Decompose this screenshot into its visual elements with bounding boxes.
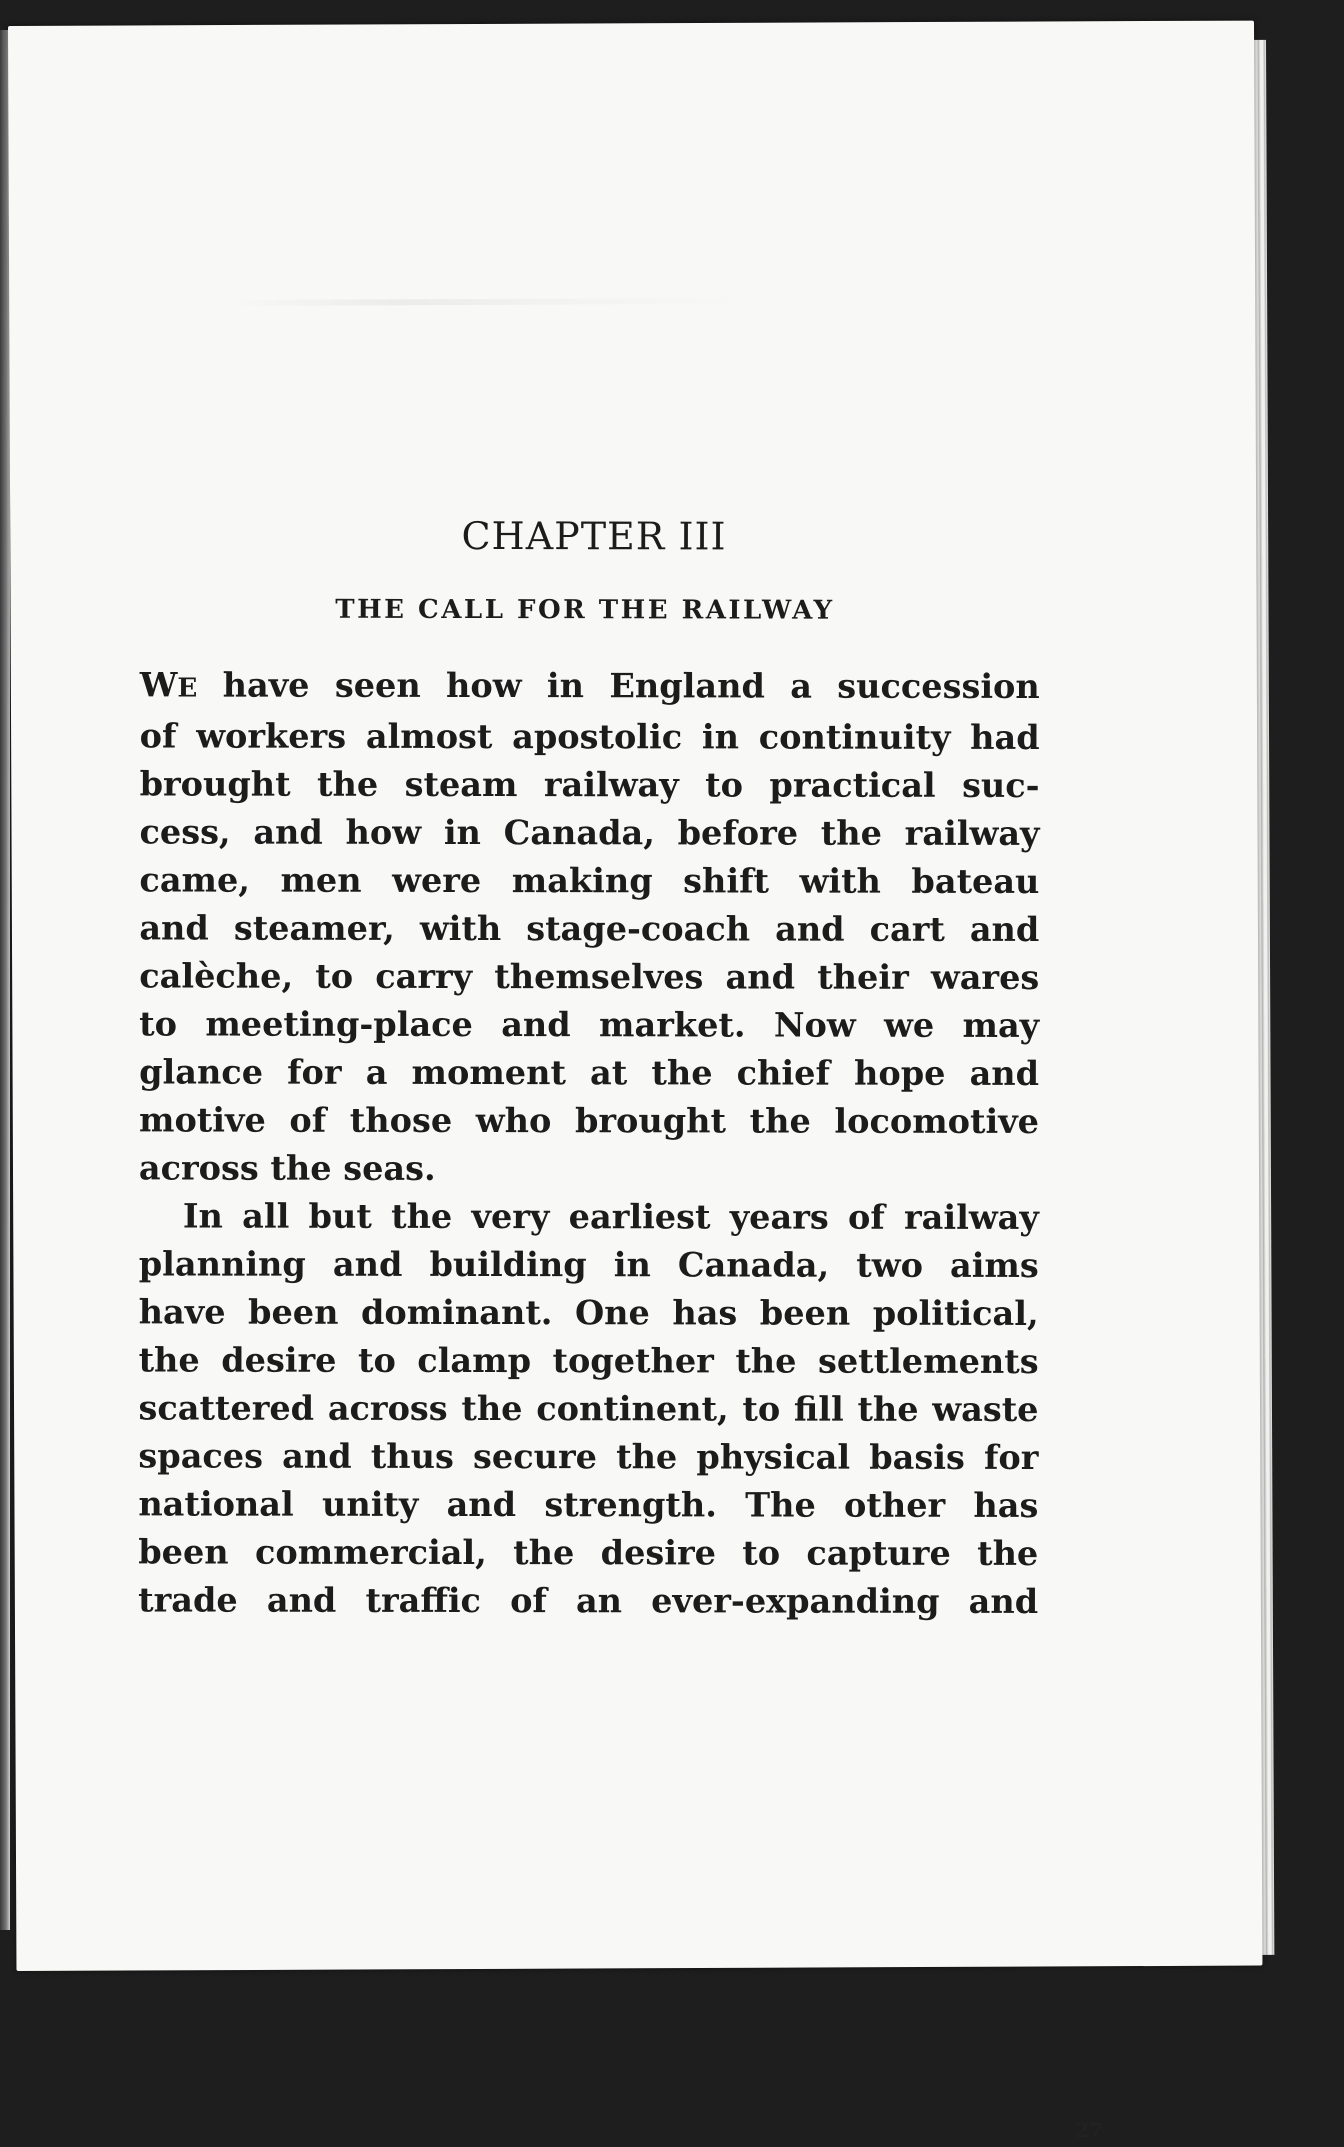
text-line: calèche, to carry themselves and their wares (139, 956, 1040, 997)
text-line: have been dominant. One has been political, (138, 1292, 1039, 1333)
text-line: trade and traffic of an ever-expanding and (138, 1580, 1039, 1621)
text-line: the desire to clamp together the settlements (138, 1340, 1039, 1381)
small-caps: E (177, 672, 198, 704)
text-line: across the seas. (138, 1148, 436, 1188)
paragraph (138, 1192, 1039, 1626)
show-through-bleed (229, 298, 749, 306)
text-line: scattered across the continent, to fill the waste (138, 1388, 1039, 1429)
text-line (140, 661, 1040, 714)
text-line: glance for a moment at the chief hope and (139, 1052, 1040, 1093)
drop-initial: W (139, 665, 178, 705)
page-number: 27 (1075, 2118, 1104, 2143)
text-line: to meeting-place and market. Now we may (139, 1004, 1040, 1045)
text-line: brought the steam railway to practical suc- (139, 764, 1040, 805)
chapter-subtitle: THE CALL FOR THE RAILWAY (335, 594, 835, 626)
text-line: been commercial, the desire to capture the (138, 1532, 1039, 1573)
text-line: of workers almost apostolic in continuity had (139, 716, 1040, 757)
text-line: In all but the very earliest years of railway (182, 1196, 1039, 1237)
text-line: national unity and strength. The other has (138, 1484, 1039, 1525)
text-line: spaces and thus secure the physical basis for (138, 1436, 1039, 1477)
text-block (138, 505, 1104, 2143)
paragraph (139, 661, 1040, 1194)
book-page (8, 21, 1262, 2143)
text-line: came, men were making shift with bateau (139, 860, 1040, 901)
text-line: and steamer, with stage-coach and cart and (139, 908, 1040, 949)
text-line: cess, and how in Canada, before the railway (139, 812, 1040, 853)
text-run: have seen how in England a succession (197, 665, 1040, 706)
chapter-heading: CHAPTER III (461, 513, 727, 559)
text-line: motive of those who brought the locomotive (138, 1100, 1040, 1141)
text-line: planning and building in Canada, two aims (138, 1244, 1039, 1285)
